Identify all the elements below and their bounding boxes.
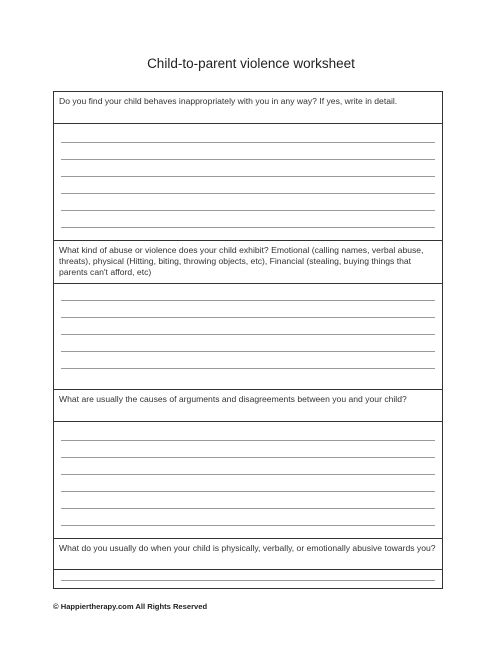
copyright-footer: © Happiertherapy.com All Rights Reserved <box>53 602 208 611</box>
page-title: Child-to-parent violence worksheet <box>147 56 355 71</box>
answer-line <box>61 508 435 509</box>
answer-line <box>61 491 435 492</box>
answer-line <box>61 351 435 352</box>
answer-line <box>61 176 435 177</box>
answer-line <box>61 159 435 160</box>
answer-line <box>61 317 435 318</box>
answer-line <box>61 525 435 526</box>
answer-area-4[interactable] <box>54 570 442 588</box>
answer-line <box>61 334 435 335</box>
answer-line <box>61 227 435 228</box>
answer-line <box>61 474 435 475</box>
answer-line <box>61 193 435 194</box>
answer-line <box>61 580 435 581</box>
answer-area-1[interactable] <box>54 124 442 241</box>
answer-line <box>61 300 435 301</box>
answer-line <box>61 142 435 143</box>
answer-line <box>61 368 435 369</box>
answer-area-3[interactable] <box>54 422 442 539</box>
answer-line <box>61 440 435 441</box>
question-4: What do you usually do when your child is physically, verbally, or emotionally abusive towards you? <box>54 539 442 570</box>
worksheet-table <box>53 91 443 589</box>
answer-area-2[interactable] <box>54 284 442 390</box>
question-3: What are usually the causes of arguments and disagreements between you and your child? <box>54 390 442 422</box>
question-2: What kind of abuse or violence does your child exhibit? Emotional (calling names, verbal abuse, threats), physical (Hitting, biting, throwing objects, etc), Financial (stealing, buying things that parents can't afford, etc) <box>54 241 442 284</box>
answer-line <box>61 457 435 458</box>
answer-line <box>61 210 435 211</box>
question-1: Do you find your child behaves inappropriately with you in any way? If yes, write in detail. <box>54 92 442 124</box>
